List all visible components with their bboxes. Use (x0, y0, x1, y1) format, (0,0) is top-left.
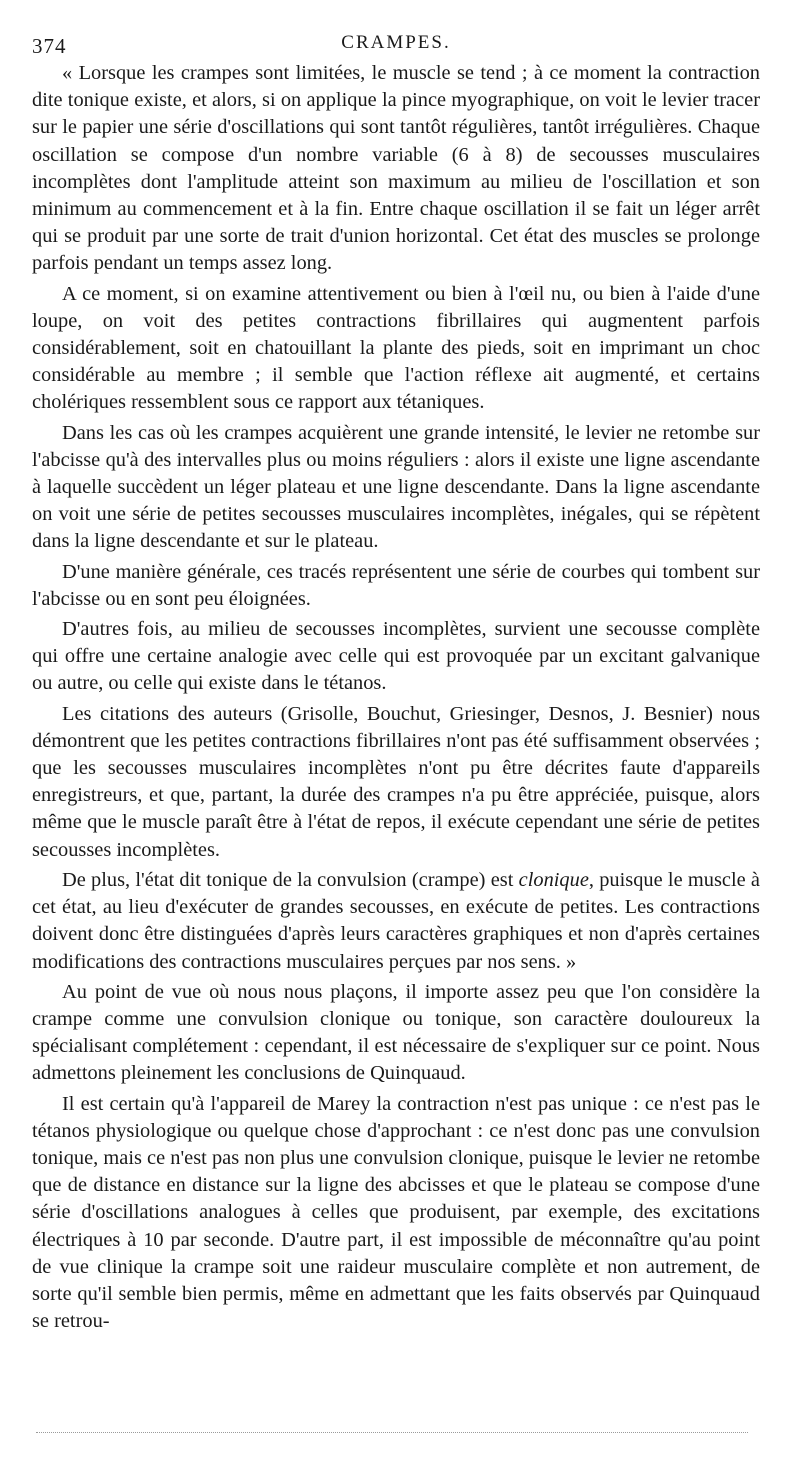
paragraph-1: « Lorsque les crampes sont limitées, le muscle se tend ; à ce moment la contraction dite tonique existe, et alors, si on applique la pince myographique, on voit le levier tracer sur le papier une série d'oscillations qui sont tantôt régulières, tantôt irrégulières. Chaque oscillation se compose d'un nombre variable (6 à 8) de secousses musculaires incomplètes dont l'amplitude atteint son maximum au milieu de l'oscillation et son minimum au commencement et à la fin. Entre chaque oscillation il se fait un léger arrêt qui se produit par une sorte de trait d'union horizontal. Cet état des muscles se prolonge parfois pendant un temps assez long. (32, 62, 760, 275)
running-header (32, 26, 760, 60)
paragraph-2: A ce moment, si on examine attentivement ou bien à l'œil nu, ou bien à l'aide d'une loupe, on voit des petites contractions fibrillaires qui augmentent parfois considérablement, soit en chatouillant la plante des pieds, soit en imprimant un choc considérable au membre ; il semble que l'action réflexe ait augmenté, et certains cholériques ressemblent sous ce rapport aux tétaniques. (32, 282, 760, 414)
paragraph-7-end: , puisque le muscle à cet état, au lieu d'exécuter de grandes secousses, en exécute de petites. Les contractions doivent donc être distinguées d'après leurs caractères graphiques et non d'après certaines modifications des contractions musculaires perçues par nos sens. » (32, 868, 760, 973)
body-text (32, 60, 760, 1335)
page-number: 374 (32, 34, 67, 58)
paragraph-5: D'autres fois, au milieu de secousses incomplètes, survient une secousse complète qui offre une certaine analogie avec celle qui est provoquée par un excitant galvanique ou autre, ou celle qui existe dans le tétanos. (32, 618, 760, 695)
emphasis-clonique: clonique (518, 868, 589, 891)
paragraph-6: Les citations des auteurs (Grisolle, Bouchut, Griesinger, Desnos, J. Besnier) nous démontrent que les petites contractions fibrillaires n'ont pas été suffisamment observées ; que les secousses musculaires incomplètes n'ont pu être décrites faute d'appareils enregistreurs, et que, partant, la durée des crampes n'a pu être appréciée, puisque, alors même que le muscle paraît être à l'état de repos, il exécute cependant une série de petites secousses incomplètes. (32, 702, 760, 861)
paragraph-8: Au point de vue où nous nous plaçons, il importe assez peu que l'on considère la crampe comme une convulsion clonique ou tonique, son caractère douloureux la spécialisant complétement : cependant, il est nécessaire de s'expliquer sur ce point. Nous admettons pleinement les conclusions de Quinquaud. (32, 980, 760, 1085)
paragraph-3: Dans les cas où les crampes acquièrent une grande intensité, le levier ne retombe sur l'abcisse qu'à des intervalles plus ou moins réguliers : alors il existe une ligne ascendante à laquelle succèdent un léger plateau et une ligne descendante. Dans la ligne ascendante on voit une série de petites secousses musculaires incomplètes, inégales, qui se répètent dans la ligne descendante et sur le plateau. (32, 421, 760, 553)
running-title: CRAMPES. (341, 32, 451, 53)
paragraph-7 (32, 867, 760, 976)
paragraph-7-start: De plus, l'état dit tonique de la convulsion (crampe) est (62, 868, 519, 891)
page-bottom-rule (36, 1432, 748, 1433)
paragraph-4: D'une manière générale, ces tracés représentent une série de courbes qui tombent sur l'abcisse ou en sont peu éloignées. (32, 560, 760, 610)
paragraph-9: Il est certain qu'à l'appareil de Marey la contraction n'est pas unique : ce n'est pas le tétanos physiologique ou quelque chose d'approchant : ce n'est donc pas une convulsion tonique, mais ce n'est pas non plus une convulsion clonique, puisque le levier ne retombe que de distance en distance sur la ligne des abcisses et que le plateau se compose d'une série d'oscillations analogues à celles que produisent, par exemple, des excitations électriques à 10 par seconde. D'autre part, il est impossible de méconnaître qu'au point de vue clinique la crampe soit une raideur musculaire complète et non autrement, de sorte qu'il semble bien permis, même en admettant que les faits observés par Quinquaud se retrou- (32, 1092, 760, 1333)
